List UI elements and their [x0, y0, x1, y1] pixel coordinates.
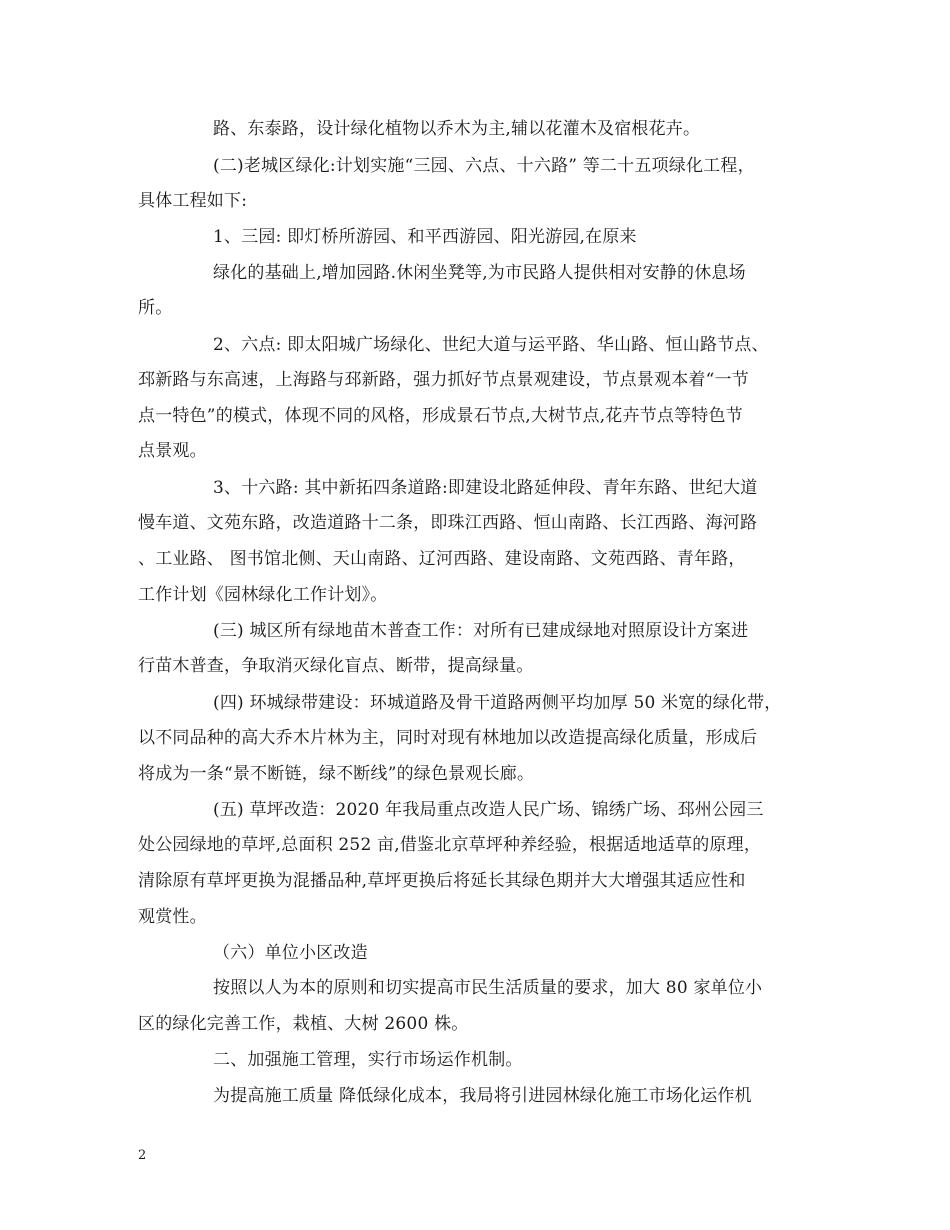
text-line: 具体工程如下: [138, 191, 248, 211]
text-line: (二)老城区绿化:计划实施“三园、六点、十六路” 等二十五项绿化工程， [213, 156, 755, 176]
text-line: 绿化的基础上,增加园路.休闲坐凳等,为市民路人提供相对安静的休息场 [213, 263, 746, 283]
text-line: 将成为一条“景不断链，绿不断线”的绿色景观长廊。 [138, 764, 535, 784]
text-line: 3、十六路: 其中新拓四条道路:即建设北路延伸段、青年东路、世纪大道 [213, 478, 758, 498]
text-line: 区的绿化完善工作，栽植、大树 2600 株。 [138, 1014, 469, 1034]
text-line: 路、东泰路，设计绿化植物以乔木为主,辅以花灌木及宿根花卉。 [213, 119, 701, 139]
text-line: 行苗木普查，争取消灭绿化盲点、断带，提高绿量。 [138, 656, 534, 676]
text-line: （六）单位小区改造 [213, 943, 368, 963]
text-line: 工作计划《园林绿化工作计划》。 [138, 585, 388, 605]
text-line: 处公园绿地的草坪,总面积 252 亩,借鉴北京草坪种养经验，根据适地适草的原理， [138, 835, 762, 855]
text-line: (五) 草坪改造：2020 年我局重点改造人民广场、锦绣广场、邳州公园三 [213, 800, 764, 820]
text-line: (三) 城区所有绿地苗木普查工作：对所有已建成绿地对照原设计方案进 [213, 621, 749, 641]
text-line: 邳新路与东高速，上海路与邳新路，强力抓好节点景观建设，节点景观本着“一节 [138, 370, 749, 390]
text-line: 2、六点: 即太阳城广场绿化、世纪大道与运平路、华山路、恒山路节点、 [213, 335, 769, 355]
text-line: 慢车道、文苑东路，改造道路十二条，即珠江西路、恒山南路、长江西路、海河路 [138, 513, 758, 533]
text-line: 清除原有草坪更换为混播品种,草坪更换后将延长其绿色期并大大增强其适应性和 [138, 871, 746, 891]
text-line: 、工业路、 图书馆北侧、天山南路、辽河西路、建设南路、文苑西路、青年路， [138, 549, 746, 569]
text-line: 所。 [138, 298, 173, 318]
text-line: 观赏性。 [138, 907, 207, 927]
text-line: 点一特色”的模式，体现不同的风格，形成景石节点,大树节点,花卉节点等特色节 [138, 406, 743, 426]
text-line: 以不同品种的高大乔木片林为主，同时对现有林地加以改造提高绿化质量，形成后 [138, 728, 758, 748]
page-number: 2 [138, 1148, 147, 1163]
text-line: 为提高施工质量 降低绿化成本，我局将引进园林绿化施工市场化运作机 [213, 1086, 752, 1106]
text-line: 二、加强施工管理，实行市场运作机制。 [213, 1050, 523, 1070]
text-line: 1、三园: 即灯桥所游园、和平西游园、阳光游园,在原来 [213, 227, 637, 247]
text-line: (四) 环城绿带建设：环城道路及骨干道路两侧平均加厚 50 米宽的绿化带， [213, 693, 782, 713]
text-line: 点景观。 [138, 441, 207, 461]
text-line: 按照以人为本的原则和切实提高市民生活质量的要求，加大 80 家单位小 [213, 978, 763, 998]
